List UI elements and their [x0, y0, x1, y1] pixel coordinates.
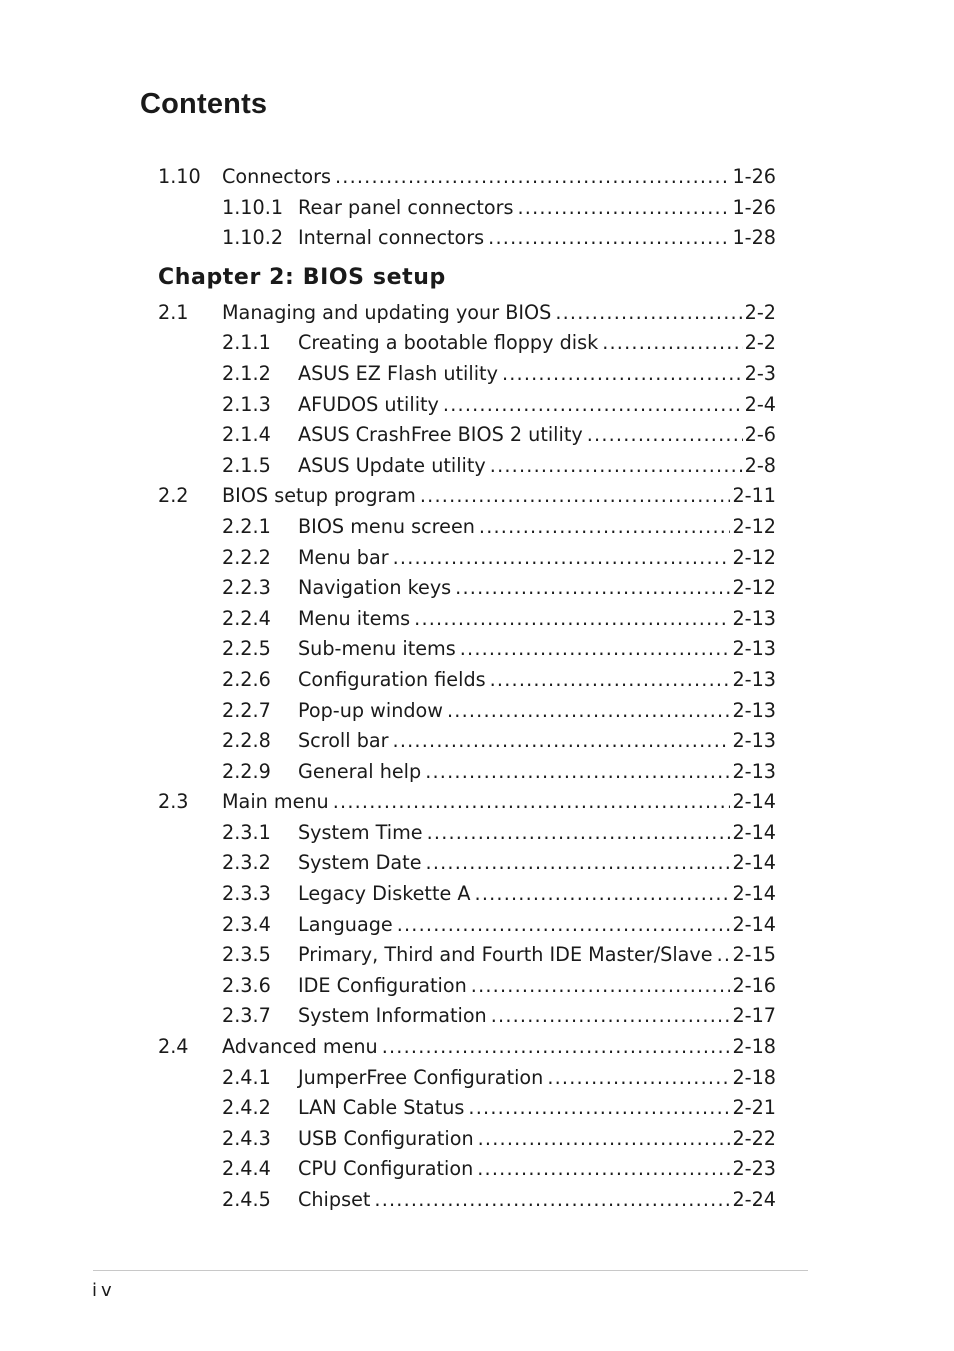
- entry-title: Menu items: [298, 606, 411, 630]
- entry-line: [298, 879, 776, 910]
- entry-title: Configuration fields: [298, 667, 486, 691]
- toc-subsection-entry: [158, 696, 776, 727]
- entry-line: [298, 1185, 776, 1216]
- toc-section-entry: [158, 481, 776, 512]
- entry-line: [298, 1063, 776, 1094]
- entry-page-number: 2-22: [732, 1126, 776, 1150]
- dot-leader: [488, 223, 730, 254]
- entry-number: 2.2.5: [222, 637, 271, 661]
- dot-leader: [587, 420, 743, 451]
- dot-leader: [374, 1185, 730, 1216]
- entry-page-number: 2-13: [732, 698, 776, 722]
- entry-line: [222, 481, 776, 512]
- dot-leader: [447, 696, 730, 727]
- toc-subsection-entry: [158, 848, 776, 879]
- entry-page-number: 2-8: [744, 453, 776, 477]
- chapter-heading: Chapter 2: BIOS setup: [158, 264, 446, 290]
- entry-title: AFUDOS utility: [298, 392, 439, 416]
- entry-number: 2.3.7: [222, 1004, 271, 1028]
- toc-subsection-entry: [158, 634, 776, 665]
- toc-subsection-entry: [158, 726, 776, 757]
- toc-subsection-entry: [158, 1001, 776, 1032]
- dot-leader: [443, 390, 743, 421]
- entry-number: 2.3.2: [222, 851, 271, 875]
- entry-number: 2.1.1: [222, 331, 271, 355]
- entry-title: Rear panel connectors: [298, 195, 514, 219]
- dot-leader: [382, 1032, 731, 1063]
- entry-line: [298, 940, 776, 971]
- entry-number: 2.1.4: [222, 423, 271, 447]
- entry-title: General help: [298, 759, 422, 783]
- dot-leader: [475, 879, 731, 910]
- dot-leader: [468, 1093, 730, 1124]
- entry-number: 2.4.3: [222, 1126, 271, 1150]
- entry-page-number: 2-21: [732, 1096, 776, 1120]
- page-title: Contents: [140, 88, 268, 120]
- toc-section-entry: [158, 162, 776, 193]
- toc-section-entry: [158, 298, 776, 329]
- entry-page-number: 2-13: [732, 667, 776, 691]
- entry-title: Legacy Diskette A: [298, 882, 471, 906]
- entry-number: 2.4.5: [222, 1188, 271, 1211]
- entry-title: CPU Configuration: [298, 1157, 474, 1181]
- entry-line: [298, 1154, 776, 1185]
- entry-title: Managing and updating your BIOS: [222, 300, 552, 324]
- entry-page-number: 2-2: [744, 331, 776, 355]
- entry-number: 2.2.2: [222, 545, 271, 569]
- toc-subsection-entry: [158, 910, 776, 941]
- entry-title: LAN Cable Status: [298, 1096, 465, 1120]
- dot-leader: [555, 298, 742, 329]
- toc-section-entry: [158, 1032, 776, 1063]
- entry-page-number: 2-15: [732, 943, 776, 967]
- entry-line: [298, 1093, 776, 1124]
- entry-line: [298, 451, 776, 482]
- toc-subsection-entry: [158, 359, 776, 390]
- entry-page-number: 2-6: [744, 423, 776, 447]
- entry-title: Advanced menu: [222, 1035, 378, 1059]
- entry-line: [298, 665, 776, 696]
- toc-subsection-entry: [158, 818, 776, 849]
- entry-title: BIOS setup program: [222, 484, 416, 508]
- dot-leader: [602, 328, 742, 359]
- entry-page-number: 2-14: [732, 851, 776, 875]
- entry-line: [298, 696, 776, 727]
- entry-line: [298, 848, 776, 879]
- dot-leader: [477, 1154, 730, 1185]
- entry-title: ASUS Update utility: [298, 453, 486, 477]
- dot-leader: [478, 1124, 731, 1155]
- entry-page-number: 2-23: [732, 1157, 776, 1181]
- entry-line: [298, 634, 776, 665]
- table-of-contents: [158, 162, 776, 1216]
- entry-number: 2.3.4: [222, 912, 271, 936]
- dot-leader: [393, 726, 731, 757]
- entry-number: 2.2.8: [222, 729, 271, 753]
- entry-page-number: 2-3: [744, 361, 776, 385]
- toc-subsection-entry: [158, 971, 776, 1002]
- toc-subsection-entry: [158, 328, 776, 359]
- entry-title: System Information: [298, 1004, 487, 1028]
- entry-title: Creating a bootable floppy disk: [298, 331, 599, 355]
- entry-page-number: 2-12: [732, 514, 776, 538]
- entry-number: 2.3.1: [222, 820, 271, 844]
- entry-number: 1.10.2: [222, 226, 284, 250]
- dot-leader: [426, 848, 731, 879]
- toc-subsection-entry: [158, 390, 776, 421]
- entry-page-number: 2-14: [732, 912, 776, 936]
- toc-subsection-entry: [158, 512, 776, 543]
- entry-page-number: 2-18: [732, 1035, 776, 1059]
- entry-number: 2.2.1: [222, 514, 271, 538]
- entry-page-number: 2-12: [732, 576, 776, 600]
- toc-subsection-entry: [158, 1093, 776, 1124]
- entry-title: Menu bar: [298, 545, 389, 569]
- entry-page-number: 2-4: [744, 392, 776, 416]
- entry-page-number: 2-12: [732, 545, 776, 569]
- toc-subsection-entry: [158, 223, 776, 254]
- entry-line: [298, 223, 776, 254]
- toc-subsection-entry: [158, 573, 776, 604]
- entry-number: 1.10.1: [222, 195, 284, 219]
- entry-line: [298, 359, 776, 390]
- entry-number: 2.2: [158, 484, 189, 508]
- entry-title: JumperFree Configuration: [298, 1065, 544, 1089]
- entry-title: Pop-up window: [298, 698, 443, 722]
- entry-page-number: 2-18: [732, 1065, 776, 1089]
- entry-page-number: 2-13: [732, 729, 776, 753]
- entry-title: ASUS CrashFree BIOS 2 utility: [298, 423, 583, 447]
- entry-line: [298, 193, 776, 224]
- toc-subsection-entry: [158, 665, 776, 696]
- dot-leader: [517, 193, 730, 224]
- entry-number: 2.1.2: [222, 361, 271, 385]
- dot-leader: [427, 818, 731, 849]
- entry-title: IDE Configuration: [298, 973, 467, 997]
- entry-title: Connectors: [222, 165, 331, 188]
- toc-subsection-entry: [158, 604, 776, 635]
- toc-subsection-entry: [158, 879, 776, 910]
- dot-leader: [502, 359, 743, 390]
- entry-number: 2.2.6: [222, 667, 271, 691]
- dot-leader: [460, 634, 731, 665]
- entry-page-number: 2-14: [732, 820, 776, 844]
- entry-number: 2.2.9: [222, 759, 271, 783]
- entry-number: 1.10: [158, 165, 201, 188]
- entry-number: 2.2.7: [222, 698, 271, 722]
- entry-page-number: 2-13: [732, 759, 776, 783]
- entry-number: 2.4.4: [222, 1157, 271, 1181]
- entry-title: Navigation keys: [298, 576, 452, 600]
- dot-leader: [717, 940, 731, 971]
- toc-subsection-entry: [158, 1185, 776, 1216]
- entry-line: [298, 1001, 776, 1032]
- entry-number: 2.4.1: [222, 1065, 271, 1089]
- entry-line: [298, 420, 776, 451]
- entry-number: 2.4.2: [222, 1096, 271, 1120]
- entry-page-number: 2-24: [732, 1188, 776, 1211]
- dot-leader: [397, 910, 731, 941]
- entry-line: [222, 298, 776, 329]
- entry-line: [298, 1124, 776, 1155]
- dot-leader: [414, 604, 730, 635]
- entry-number: 2.1.3: [222, 392, 271, 416]
- entry-title: ASUS EZ Flash utility: [298, 361, 498, 385]
- entry-title: Internal connectors: [298, 226, 485, 250]
- toc-subsection-entry: [158, 1124, 776, 1155]
- entry-number: 2.2.4: [222, 606, 271, 630]
- entry-title: USB Configuration: [298, 1126, 474, 1150]
- entry-page-number: 2-14: [732, 882, 776, 906]
- dot-leader: [333, 787, 731, 818]
- toc-section-entry: [158, 787, 776, 818]
- entry-number: 2.3.3: [222, 882, 271, 906]
- entry-title: Primary, Third and Fourth IDE Master/Slave: [298, 943, 713, 967]
- entry-line: [298, 390, 776, 421]
- entry-line: [298, 910, 776, 941]
- entry-title: BIOS menu screen: [298, 514, 475, 538]
- toc-subsection-entry: [158, 1154, 776, 1185]
- entry-line: [298, 573, 776, 604]
- entry-line: [298, 726, 776, 757]
- entry-title: System Time: [298, 820, 423, 844]
- entry-number: 2.4: [158, 1035, 189, 1059]
- entry-page-number: 2-13: [732, 606, 776, 630]
- entry-number: 2.3.6: [222, 973, 271, 997]
- entry-line: [298, 971, 776, 1002]
- toc-subsection-entry: [158, 757, 776, 788]
- entry-line: [298, 818, 776, 849]
- dot-leader: [420, 481, 731, 512]
- toc-subsection-entry: [158, 940, 776, 971]
- entry-page-number: 1-28: [732, 226, 776, 250]
- dot-leader: [335, 162, 730, 193]
- entry-page-number: 2-2: [744, 300, 776, 324]
- entry-number: 2.3.5: [222, 943, 271, 967]
- entry-line: [298, 757, 776, 788]
- dot-leader: [547, 1063, 730, 1094]
- toc-subsection-entry: [158, 420, 776, 451]
- toc-subsection-entry: [158, 193, 776, 224]
- entry-page-number: 1-26: [732, 195, 776, 219]
- entry-title: Language: [298, 912, 393, 936]
- entry-page-number: 2-16: [732, 973, 776, 997]
- entry-title: Scroll bar: [298, 729, 389, 753]
- entry-line: [298, 328, 776, 359]
- entry-page-number: 2-14: [732, 790, 776, 814]
- entry-page-number: 2-11: [732, 484, 776, 508]
- dot-leader: [425, 757, 730, 788]
- entry-line: [298, 512, 776, 543]
- entry-line: [298, 543, 776, 574]
- dot-leader: [491, 1001, 731, 1032]
- dot-leader: [490, 665, 731, 696]
- toc-subsection-entry: [158, 1063, 776, 1094]
- entry-page-number: 2-17: [732, 1004, 776, 1028]
- footer-divider: [93, 1270, 808, 1271]
- entry-number: 2.1: [158, 300, 189, 324]
- dot-leader: [471, 971, 731, 1002]
- entry-title: Main menu: [222, 790, 329, 814]
- dot-leader: [455, 573, 730, 604]
- toc-subsection-entry: [158, 543, 776, 574]
- entry-title: Sub-menu items: [298, 637, 456, 661]
- entry-line: [222, 162, 776, 193]
- footer-page-number: iv: [92, 1280, 116, 1301]
- entry-page-number: 1-26: [732, 165, 776, 188]
- entry-title: System Date: [298, 851, 422, 875]
- toc-subsection-entry: [158, 451, 776, 482]
- entry-page-number: 2-13: [732, 637, 776, 661]
- dot-leader: [479, 512, 731, 543]
- entry-title: Chipset: [298, 1188, 371, 1211]
- entry-line: [298, 604, 776, 635]
- dot-leader: [490, 451, 743, 482]
- entry-number: 2.2.3: [222, 576, 271, 600]
- entry-number: 2.3: [158, 790, 189, 814]
- entry-number: 2.1.5: [222, 453, 271, 477]
- entry-line: [222, 787, 776, 818]
- entry-line: [222, 1032, 776, 1063]
- dot-leader: [393, 543, 731, 574]
